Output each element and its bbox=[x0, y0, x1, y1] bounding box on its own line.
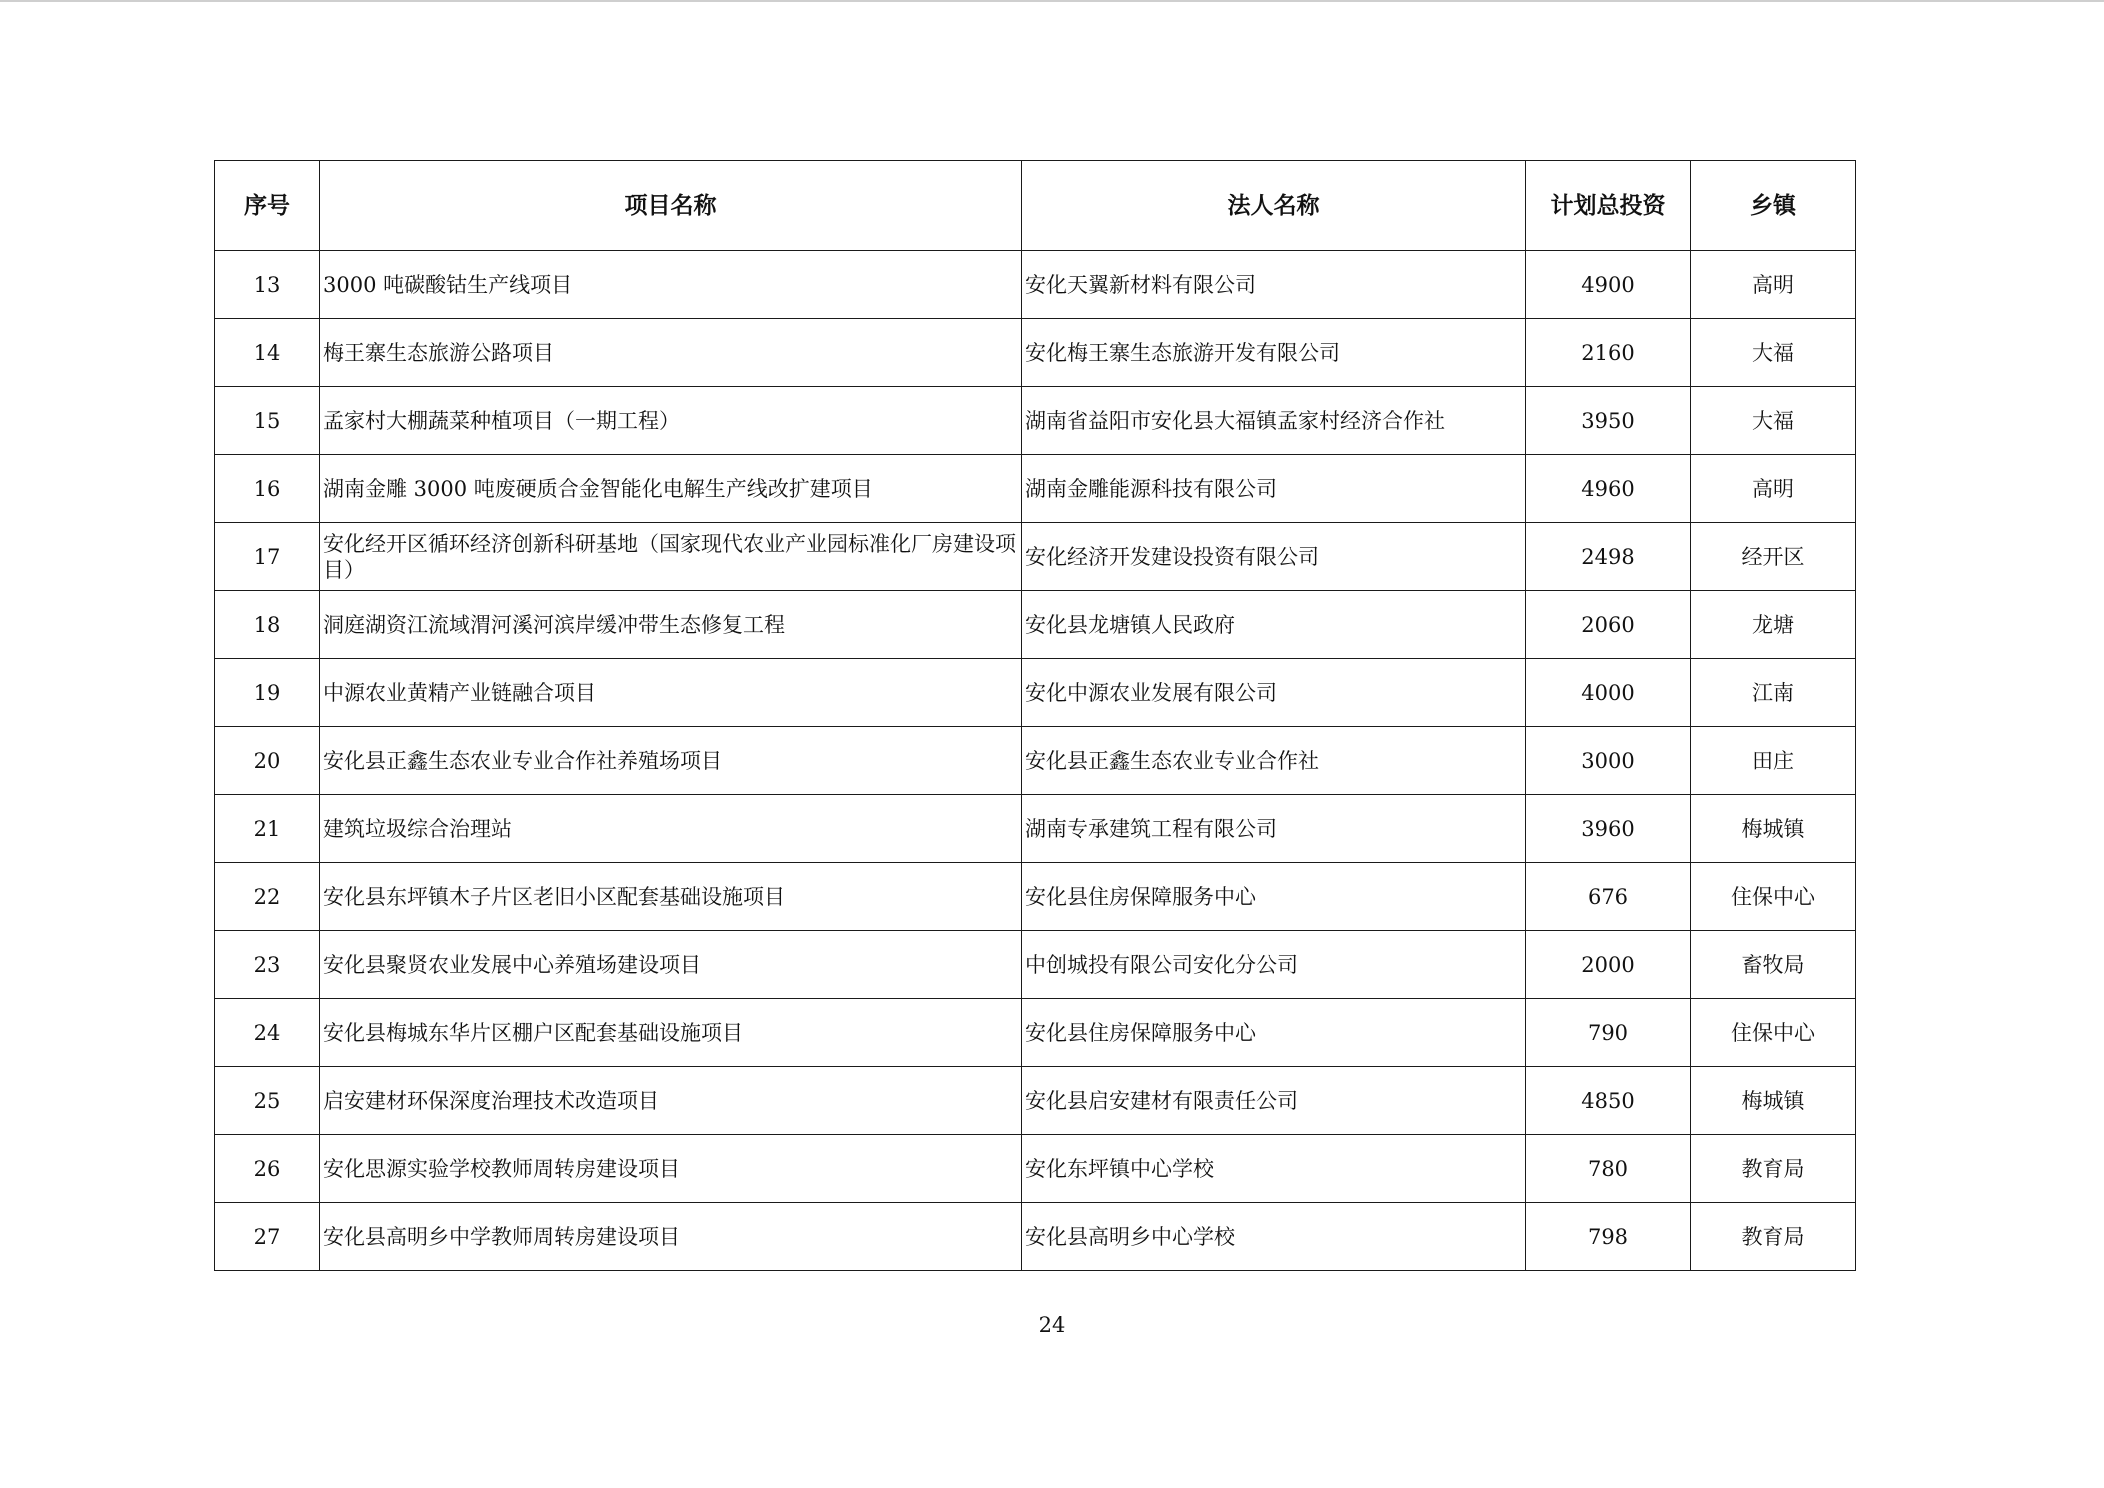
cell-planned-investment: 790 bbox=[1526, 999, 1691, 1067]
table-header bbox=[215, 161, 1856, 251]
cell-planned-investment: 3950 bbox=[1526, 387, 1691, 455]
table-row bbox=[215, 1067, 1856, 1135]
table-row bbox=[215, 591, 1856, 659]
cell-legal-entity: 湖南省益阳市安化县大福镇孟家村经济合作社 bbox=[1022, 387, 1526, 455]
cell-project-name: 安化县高明乡中学教师周转房建设项目 bbox=[320, 1203, 1022, 1271]
cell-planned-investment: 2498 bbox=[1526, 523, 1691, 591]
cell-legal-entity: 安化县龙塘镇人民政府 bbox=[1022, 591, 1526, 659]
cell-serial-number: 17 bbox=[215, 523, 320, 591]
cell-township: 大福 bbox=[1691, 319, 1856, 387]
cell-project-name: 安化经开区循环经济创新科研基地（国家现代农业产业园标准化厂房建设项目） bbox=[320, 523, 1022, 591]
header-legal-entity: 法人名称 bbox=[1022, 161, 1526, 251]
cell-township: 梅城镇 bbox=[1691, 795, 1856, 863]
cell-legal-entity: 安化东坪镇中心学校 bbox=[1022, 1135, 1526, 1203]
cell-township: 高明 bbox=[1691, 455, 1856, 523]
cell-planned-investment: 3960 bbox=[1526, 795, 1691, 863]
table-body bbox=[215, 251, 1856, 1271]
cell-serial-number: 18 bbox=[215, 591, 320, 659]
cell-planned-investment: 4000 bbox=[1526, 659, 1691, 727]
cell-township: 住保中心 bbox=[1691, 863, 1856, 931]
table-row bbox=[215, 319, 1856, 387]
cell-planned-investment: 3000 bbox=[1526, 727, 1691, 795]
cell-serial-number: 22 bbox=[215, 863, 320, 931]
header-township: 乡镇 bbox=[1691, 161, 1856, 251]
cell-serial-number: 13 bbox=[215, 251, 320, 319]
cell-legal-entity: 湖南专承建筑工程有限公司 bbox=[1022, 795, 1526, 863]
cell-planned-investment: 2060 bbox=[1526, 591, 1691, 659]
header-serial-number: 序号 bbox=[215, 161, 320, 251]
cell-serial-number: 26 bbox=[215, 1135, 320, 1203]
table-row bbox=[215, 931, 1856, 999]
page-top-rule bbox=[0, 0, 2104, 2]
table-row bbox=[215, 999, 1856, 1067]
cell-township: 龙塘 bbox=[1691, 591, 1856, 659]
cell-project-name: 建筑垃圾综合治理站 bbox=[320, 795, 1022, 863]
cell-township: 畜牧局 bbox=[1691, 931, 1856, 999]
project-table bbox=[214, 160, 1856, 1271]
table-row bbox=[215, 659, 1856, 727]
cell-legal-entity: 安化县住房保障服务中心 bbox=[1022, 863, 1526, 931]
cell-township: 梅城镇 bbox=[1691, 1067, 1856, 1135]
cell-legal-entity: 安化梅王寨生态旅游开发有限公司 bbox=[1022, 319, 1526, 387]
table-row bbox=[215, 251, 1856, 319]
cell-serial-number: 19 bbox=[215, 659, 320, 727]
cell-township: 经开区 bbox=[1691, 523, 1856, 591]
cell-legal-entity: 安化县住房保障服务中心 bbox=[1022, 999, 1526, 1067]
cell-legal-entity: 湖南金雕能源科技有限公司 bbox=[1022, 455, 1526, 523]
page-number: 24 bbox=[1038, 1313, 1066, 1337]
cell-project-name: 启安建材环保深度治理技术改造项目 bbox=[320, 1067, 1022, 1135]
cell-project-name: 中源农业黄精产业链融合项目 bbox=[320, 659, 1022, 727]
cell-serial-number: 25 bbox=[215, 1067, 320, 1135]
cell-planned-investment: 676 bbox=[1526, 863, 1691, 931]
cell-township: 江南 bbox=[1691, 659, 1856, 727]
cell-township: 住保中心 bbox=[1691, 999, 1856, 1067]
cell-project-name: 3000 吨碳酸钴生产线项目 bbox=[320, 251, 1022, 319]
cell-serial-number: 16 bbox=[215, 455, 320, 523]
header-project-name: 项目名称 bbox=[320, 161, 1022, 251]
cell-planned-investment: 4900 bbox=[1526, 251, 1691, 319]
cell-project-name: 孟家村大棚蔬菜种植项目（一期工程） bbox=[320, 387, 1022, 455]
cell-planned-investment: 4960 bbox=[1526, 455, 1691, 523]
cell-township: 教育局 bbox=[1691, 1135, 1856, 1203]
cell-serial-number: 20 bbox=[215, 727, 320, 795]
cell-township: 大福 bbox=[1691, 387, 1856, 455]
cell-planned-investment: 2160 bbox=[1526, 319, 1691, 387]
cell-legal-entity: 安化天翼新材料有限公司 bbox=[1022, 251, 1526, 319]
cell-planned-investment: 798 bbox=[1526, 1203, 1691, 1271]
cell-project-name: 洞庭湖资江流域渭河溪河滨岸缓冲带生态修复工程 bbox=[320, 591, 1022, 659]
cell-serial-number: 24 bbox=[215, 999, 320, 1067]
cell-township: 教育局 bbox=[1691, 1203, 1856, 1271]
cell-project-name: 安化县梅城东华片区棚户区配套基础设施项目 bbox=[320, 999, 1022, 1067]
cell-project-name: 梅王寨生态旅游公路项目 bbox=[320, 319, 1022, 387]
cell-legal-entity: 安化县高明乡中心学校 bbox=[1022, 1203, 1526, 1271]
cell-project-name: 安化县聚贤农业发展中心养殖场建设项目 bbox=[320, 931, 1022, 999]
cell-planned-investment: 2000 bbox=[1526, 931, 1691, 999]
header-planned-investment: 计划总投资 bbox=[1526, 161, 1691, 251]
cell-project-name: 安化思源实验学校教师周转房建设项目 bbox=[320, 1135, 1022, 1203]
cell-legal-entity: 中创城投有限公司安化分公司 bbox=[1022, 931, 1526, 999]
cell-serial-number: 27 bbox=[215, 1203, 320, 1271]
header-row bbox=[215, 161, 1856, 251]
cell-project-name: 安化县东坪镇木子片区老旧小区配套基础设施项目 bbox=[320, 863, 1022, 931]
table-row bbox=[215, 523, 1856, 591]
table-row bbox=[215, 387, 1856, 455]
cell-legal-entity: 安化经济开发建设投资有限公司 bbox=[1022, 523, 1526, 591]
cell-serial-number: 15 bbox=[215, 387, 320, 455]
table-row bbox=[215, 727, 1856, 795]
cell-serial-number: 21 bbox=[215, 795, 320, 863]
cell-serial-number: 14 bbox=[215, 319, 320, 387]
cell-serial-number: 23 bbox=[215, 931, 320, 999]
cell-township: 田庄 bbox=[1691, 727, 1856, 795]
cell-project-name: 安化县正鑫生态农业专业合作社养殖场项目 bbox=[320, 727, 1022, 795]
cell-legal-entity: 安化县正鑫生态农业专业合作社 bbox=[1022, 727, 1526, 795]
cell-project-name: 湖南金雕 3000 吨废硬质合金智能化电解生产线改扩建项目 bbox=[320, 455, 1022, 523]
cell-township: 高明 bbox=[1691, 251, 1856, 319]
table-row bbox=[215, 863, 1856, 931]
table-row bbox=[215, 795, 1856, 863]
table-row bbox=[215, 1135, 1856, 1203]
table-row bbox=[215, 1203, 1856, 1271]
cell-legal-entity: 安化县启安建材有限责任公司 bbox=[1022, 1067, 1526, 1135]
cell-planned-investment: 780 bbox=[1526, 1135, 1691, 1203]
cell-legal-entity: 安化中源农业发展有限公司 bbox=[1022, 659, 1526, 727]
table-row bbox=[215, 455, 1856, 523]
cell-planned-investment: 4850 bbox=[1526, 1067, 1691, 1135]
